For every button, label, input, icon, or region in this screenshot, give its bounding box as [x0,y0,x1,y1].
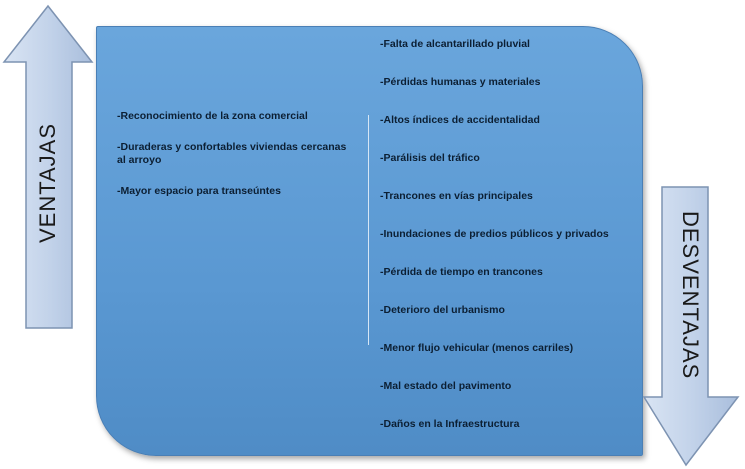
desventaja-item: -Menor flujo vehicular (menos carriles) [380,342,574,354]
desventaja-item: -Inundaciones de predios públicos y privados [380,228,609,240]
ventajas-list [117,110,352,216]
ventaja-item: -Reconocimiento de la zona comercial [117,110,308,122]
ventaja-item: -Duraderas y confortables viviendas cercanas al arroyo [117,141,347,166]
desventaja-item: -Pérdida de tiempo en trancones [380,266,543,278]
desventajas-label: DESVENTAJAS [678,211,703,380]
divider-line [368,115,369,345]
desventaja-item: -Altos índices de accidentalidad [380,114,540,126]
desventaja-item: -Falta de alcantarillado pluvial [380,38,530,50]
desventaja-item: -Mal estado del pavimento [380,380,512,392]
desventaja-item: -Deterioro del urbanismo [380,304,505,316]
desventaja-item: -Parálisis del tráfico [380,152,480,164]
ventaja-item: -Mayor espacio para transeúntes [117,185,281,197]
desventaja-item: -Pérdidas humanas y materiales [380,76,541,88]
desventajas-list [380,38,635,456]
desventaja-item: -Daños en la Infraestructura [380,418,520,430]
ventajas-label: VENTAJAS [35,122,60,244]
desventaja-item: -Trancones en vías principales [380,190,533,202]
